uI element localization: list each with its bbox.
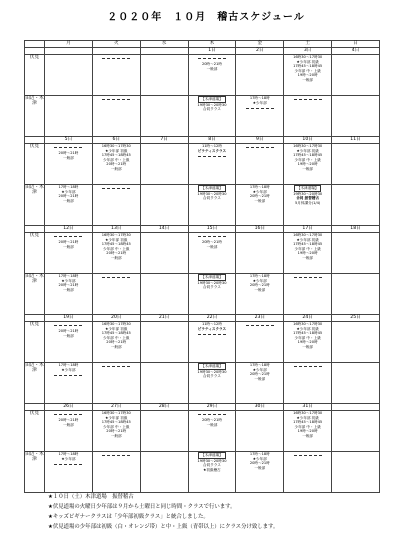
day-number: [92, 48, 140, 55]
schedule-line: 17時45～18時45: [101, 420, 131, 424]
schedule-line: ★初級稽古: [203, 467, 221, 472]
schedule-cell: [284, 363, 332, 404]
dashed-separator: [102, 58, 130, 59]
schedule-line: 17時～18時: [58, 274, 79, 278]
weekday-fri: 金: [236, 41, 284, 48]
location-row-fushimi: [25, 322, 380, 363]
dashed-separator: [198, 156, 226, 157]
day-number: 3日: [284, 48, 332, 55]
schedule-cell: [92, 96, 140, 137]
schedule-line: 20時～21時: [58, 283, 79, 287]
schedule-line: 20時～21時: [106, 251, 127, 255]
day-number: 10日: [284, 137, 332, 144]
day-number: 11日: [332, 137, 380, 144]
schedule-line: 20時～21時: [58, 151, 79, 155]
schedule-line: ★少年部: [61, 278, 76, 283]
schedule-cell: [140, 322, 188, 363]
schedule-cell: [140, 144, 188, 185]
day-number: 29日: [188, 404, 236, 411]
notes: [48, 492, 388, 532]
schedule-line: 合同クラス: [203, 107, 221, 111]
schedule-line: 19時30～20時30: [197, 191, 227, 196]
dashed-separator: [294, 366, 322, 367]
schedule-table: [24, 40, 380, 493]
schedule-cell: [92, 144, 140, 185]
dashed-separator: [102, 99, 130, 100]
dashed-separator: [198, 58, 226, 59]
schedule-cell: [332, 144, 380, 185]
schedule-line: 17時45～18時45: [293, 331, 323, 335]
schedule-line: 一般部: [302, 255, 314, 260]
weekday-sun: 日: [332, 41, 380, 48]
schedule-line: 20時～21時: [249, 372, 270, 376]
schedule-cell: [236, 452, 284, 493]
schedule-cell: [284, 274, 332, 315]
schedule-line: ★少年部: [252, 456, 267, 461]
day-number: [332, 404, 380, 411]
schedule-line: 16時30～17時30: [293, 322, 323, 326]
day-number: 19日: [45, 315, 93, 322]
schedule-line: 20時～21時: [58, 194, 79, 198]
schedule-cell: [284, 233, 332, 274]
location-row-fushimi: [25, 411, 380, 452]
day-number: 25日: [332, 315, 380, 322]
schedule-line: 合同クラス: [203, 285, 221, 289]
dashed-separator: [102, 366, 130, 367]
schedule-cell: [45, 322, 93, 363]
schedule-line: 少年部 中・上級: [103, 424, 130, 429]
schedule-line: 17時45～18時45: [293, 153, 323, 157]
schedule-cell: [45, 144, 93, 185]
schedule-body: [25, 48, 380, 493]
location-label-tajima: 田辺・木津: [25, 363, 45, 404]
schedule-cell: [284, 96, 332, 137]
location-row-tajima: [25, 363, 380, 404]
location-row-tajima: [25, 274, 380, 315]
schedule-cell: [45, 185, 93, 226]
day-number: 16日: [236, 226, 284, 233]
dashed-separator: [246, 108, 274, 109]
schedule-cell: [140, 274, 188, 315]
schedule-line: 一般部: [63, 422, 74, 427]
location-row-fushimi: [25, 233, 380, 274]
location-label-fushimi: 伏見: [25, 55, 45, 96]
dashed-separator: [246, 147, 274, 148]
schedule-cell: [140, 55, 188, 96]
schedule-cell: [284, 185, 332, 226]
schedule-line: 20時～21時: [201, 240, 222, 244]
schedule-line: 5月休講分(1/4): [295, 200, 321, 205]
dashed-separator: [54, 147, 82, 148]
day-number: 5日: [45, 137, 93, 144]
schedule-line: ★少年部 初級: [105, 148, 128, 153]
dashed-separator: [102, 277, 130, 278]
location-label-fushimi: 伏見: [25, 322, 45, 363]
location-label-tajima: 田辺・木津: [25, 274, 45, 315]
schedule-line: 20時～21時: [58, 329, 79, 333]
schedule-line: 一般部: [206, 422, 218, 427]
schedule-line: 17時～18時: [58, 185, 79, 189]
schedule-cell: [92, 322, 140, 363]
date-row: [25, 226, 380, 233]
date-row: [25, 137, 380, 144]
day-number: 24日: [284, 315, 332, 322]
schedule-line: 【木津道場】: [198, 274, 226, 281]
dashed-separator: [54, 325, 82, 326]
location-row-fushimi: [25, 55, 380, 96]
schedule-cell: [45, 452, 93, 493]
schedule-line: 少年部 中・上級: [294, 157, 321, 162]
location-label-fushimi: 伏見: [25, 144, 45, 185]
schedule-line: 【木津道場】: [294, 185, 322, 192]
schedule-line: ★少年部 初級: [105, 415, 128, 420]
day-number: 22日: [188, 315, 236, 322]
schedule-line: 11時～12時: [201, 144, 222, 148]
dashed-separator: [294, 455, 322, 456]
schedule-line: 20時～21時: [249, 461, 270, 465]
schedule-line: 少年部 中・上級: [103, 335, 130, 340]
schedule-line: 少年部 中・上級: [294, 68, 321, 73]
schedule-cell: [92, 274, 140, 315]
date-row-corner: [25, 404, 45, 411]
schedule-line: 17時45～18時45: [293, 242, 323, 246]
schedule-line: 一般部: [110, 433, 122, 438]
schedule-cell: [236, 322, 284, 363]
day-number: 23日: [236, 315, 284, 322]
schedule-line: 19時～20時: [297, 340, 318, 344]
schedule-line: 16時30～17時30: [101, 411, 131, 415]
schedule-cell: [188, 322, 236, 363]
day-number: 1日: [188, 48, 236, 55]
schedule-line: ★少年部: [61, 456, 76, 461]
schedule-cell: [140, 185, 188, 226]
location-row-fushimi: [25, 144, 380, 185]
schedule-line: 19時30～20時30: [197, 280, 227, 285]
schedule-line: 一般部: [110, 344, 122, 349]
day-number: 4日: [332, 48, 380, 55]
location-row-tajima: [25, 96, 380, 137]
schedule-line: ★少年部: [252, 367, 267, 372]
schedule-line: 一般部: [254, 287, 266, 292]
day-number: 20日: [92, 315, 140, 322]
schedule-cell: [45, 55, 93, 96]
schedule-cell: [92, 185, 140, 226]
day-number: 8日: [188, 137, 236, 144]
schedule-line: 少年部 中・上級: [294, 424, 321, 429]
schedule-cell: [332, 411, 380, 452]
schedule-cell: [284, 55, 332, 96]
schedule-line: ★少年部 初級: [296, 326, 319, 331]
schedule-cell: [188, 185, 236, 226]
corner-cell: [25, 41, 45, 48]
weekday-wed: 水: [140, 41, 188, 48]
day-number: 18日: [332, 226, 380, 233]
date-row-corner: [25, 48, 45, 55]
schedule-line: 一般部: [63, 155, 74, 160]
schedule-line: 少年部 中・上級: [294, 246, 321, 251]
schedule-cell: [236, 185, 284, 226]
date-row-corner: [25, 315, 45, 322]
day-number: 13日: [92, 226, 140, 233]
schedule-cell: [188, 144, 236, 185]
location-label-tajima: 田辺・木津: [25, 96, 45, 137]
schedule-cell: [284, 144, 332, 185]
schedule-line: 20時～21時: [106, 340, 127, 344]
location-label-tajima: 田辺・木津: [25, 452, 45, 493]
schedule-line: ★少年部 初級: [105, 237, 128, 242]
schedule-line: 一般部: [63, 287, 74, 292]
schedule-line: 16時30～17時30: [293, 411, 323, 415]
schedule-line: 少年部 中・上級: [103, 157, 130, 162]
schedule-cell: [332, 274, 380, 315]
dashed-separator: [54, 236, 82, 237]
schedule-cell: [284, 452, 332, 493]
dashed-separator: [246, 325, 274, 326]
day-number: 31日: [284, 404, 332, 411]
schedule-cell: [140, 452, 188, 493]
schedule-line: 16時30～17時30: [293, 233, 323, 237]
schedule-line: 一般部: [254, 465, 266, 470]
schedule-cell: [236, 274, 284, 315]
schedule-line: ★少年部: [252, 100, 267, 105]
schedule-line: 一般部: [63, 333, 74, 338]
dashed-separator: [102, 188, 130, 189]
schedule-cell: [236, 363, 284, 404]
schedule-cell: [332, 452, 380, 493]
schedule-line: 11時～12時: [201, 322, 222, 326]
day-number: 14日: [140, 226, 188, 233]
date-row-corner: [25, 226, 45, 233]
schedule-line: ★少年部: [61, 189, 76, 194]
schedule-cell: [92, 411, 140, 452]
schedule-line: ★少年部 初級: [296, 237, 319, 242]
dashed-separator: [198, 414, 226, 415]
schedule-line: ★少年部 初級: [296, 415, 319, 420]
schedule-cell: [188, 452, 236, 493]
schedule-cell: [45, 233, 93, 274]
day-number: 15日: [188, 226, 236, 233]
schedule-line: 19時～20時: [297, 73, 318, 77]
schedule-cell: [236, 411, 284, 452]
schedule-line: 【木津道場】: [198, 452, 226, 459]
schedule-line: 一般部: [302, 344, 314, 349]
schedule-line: 17時～18時: [58, 363, 79, 367]
dashed-separator: [102, 455, 130, 456]
day-number: [140, 48, 188, 55]
schedule-cell: [92, 452, 140, 493]
schedule-line: 17時45～18時45: [101, 242, 131, 246]
dashed-separator: [54, 464, 82, 465]
schedule-line: 20時～21時: [106, 429, 127, 433]
schedule-cell: [332, 185, 380, 226]
schedule-line: 一般部: [254, 376, 266, 381]
dashed-separator: [198, 334, 226, 335]
date-row-corner: [25, 137, 45, 144]
schedule-cell: [188, 55, 236, 96]
schedule-line: 【木津道場】: [198, 96, 226, 103]
schedule-line: 【木津道場】: [198, 185, 226, 192]
schedule-line: ★少年部: [252, 189, 267, 194]
schedule-cell: [236, 55, 284, 96]
schedule-line: 20時～21時: [58, 418, 79, 422]
dashed-separator: [294, 277, 322, 278]
schedule-line: 17時～18時: [249, 452, 270, 456]
schedule-line: ★少年部: [61, 367, 76, 372]
day-number: 27日: [92, 404, 140, 411]
schedule-line: ピラティスクラス: [197, 148, 227, 153]
schedule-line: 19時30～20時30: [293, 191, 323, 196]
schedule-line: 16時30～17時30: [293, 55, 323, 59]
schedule-line: 19時～20時: [297, 162, 318, 166]
note-line: ★１０日（土）木津道場 振替稽古: [48, 494, 134, 500]
dashed-separator: [54, 375, 82, 376]
schedule-line: 17時45～18時45: [101, 153, 131, 157]
schedule-cell: [140, 363, 188, 404]
note-line: ★キッズビギナークラスは「少年部初級クラス」と統合しました。: [48, 514, 209, 520]
schedule-line: ★少年部 初級: [296, 59, 319, 64]
schedule-cell: [332, 55, 380, 96]
schedule-cell: [188, 274, 236, 315]
schedule-cell: [140, 96, 188, 137]
location-row-tajima: [25, 185, 380, 226]
day-number: 12日: [45, 226, 93, 233]
location-label-fushimi: 伏見: [25, 233, 45, 274]
schedule-line: 20時～21時: [249, 283, 270, 287]
schedule-line: 17時45～18時45: [101, 331, 131, 335]
day-number: 26日: [45, 404, 93, 411]
schedule-line: 19時30～20時30: [197, 458, 227, 463]
schedule-line: 合同クラス: [203, 374, 221, 378]
schedule-cell: [284, 411, 332, 452]
schedule-cell: [45, 274, 93, 315]
schedule-line: 19時30～20時30: [197, 102, 227, 107]
schedule-cell: [92, 363, 140, 404]
schedule-line: 17時～18時: [249, 185, 270, 189]
note-line: ★伏見道場の火曜日少年部は９月から土曜日と同じ時間・クラスで行います。: [48, 504, 236, 510]
date-row: [25, 404, 380, 411]
schedule-cell: [332, 322, 380, 363]
schedule-line: 17時～18時: [249, 274, 270, 278]
day-number: 6日: [92, 137, 140, 144]
schedule-cell: [188, 363, 236, 404]
schedule-cell: [188, 96, 236, 137]
schedule-cell: [236, 233, 284, 274]
schedule-cell: [92, 55, 140, 96]
note-line: ★伏見道場の少年部は初級（白・オレンジ帯）と中・上級（青帯以上）にクラス分け致します。: [48, 524, 279, 530]
schedule-line: 一般部: [110, 255, 122, 260]
schedule-line: ★少年部 初級: [296, 148, 319, 153]
schedule-line: 20時～21時: [58, 240, 79, 244]
schedule-cell: [284, 322, 332, 363]
schedule-cell: [332, 233, 380, 274]
schedule-cell: [45, 411, 93, 452]
schedule-line: 少年部 中・上級: [294, 335, 321, 340]
schedule-line: ピラティスクラス: [197, 326, 227, 331]
schedule-line: 19時～20時: [297, 429, 318, 433]
location-row-tajima: [25, 452, 380, 493]
schedule-cell: [92, 233, 140, 274]
day-number: [45, 48, 93, 55]
schedule-line: 一般部: [254, 198, 266, 203]
dashed-separator: [198, 236, 226, 237]
schedule-line: 16時30～17時30: [293, 144, 323, 148]
weekday-sat: 土: [284, 41, 332, 48]
schedule-line: 一般部: [302, 166, 314, 171]
date-row: [25, 315, 380, 322]
schedule-line: 一般部: [63, 198, 74, 203]
day-number: 9日: [236, 137, 284, 144]
schedule-line: 一般部: [206, 244, 218, 249]
date-row: [25, 48, 380, 55]
schedule-cell: [332, 363, 380, 404]
dashed-separator: [294, 99, 322, 100]
schedule-line: 17時45～18時45: [293, 420, 323, 424]
day-number: 7日: [140, 137, 188, 144]
schedule-line: 17時～18時: [249, 363, 270, 367]
schedule-cell: [45, 96, 93, 137]
page-title: ２０２０年 １０月 稽古スケジュール: [107, 12, 305, 23]
schedule-line: 16時30～17時30: [101, 144, 131, 148]
day-number: 30日: [236, 404, 284, 411]
schedule-line: ★少年部: [252, 278, 267, 283]
weekday-mon: 月: [45, 41, 93, 48]
schedule-line: 20時～21時: [201, 418, 222, 422]
schedule-line: 合同クラス: [203, 463, 221, 467]
schedule-line: 20時～21時: [201, 62, 222, 66]
dashed-separator: [54, 414, 82, 415]
schedule-line: ★少年部 初級: [105, 326, 128, 331]
schedule-cell: [236, 144, 284, 185]
schedule-cell: [236, 96, 284, 137]
schedule-line: 16時30～17時30: [101, 322, 131, 326]
day-number: 2日: [236, 48, 284, 55]
weekday-tue: 火: [92, 41, 140, 48]
day-number: 17日: [284, 226, 332, 233]
schedule-cell: [188, 411, 236, 452]
schedule-cell: [140, 411, 188, 452]
schedule-line: 20時～21時: [106, 162, 127, 166]
schedule-line: 一般部: [206, 66, 218, 71]
schedule-cell: [188, 233, 236, 274]
schedule-line: 合同 振替稽古: [296, 196, 320, 200]
location-label-tajima: 田辺・木津: [25, 185, 45, 226]
schedule-line: 一般部: [110, 166, 122, 171]
schedule-line: 16時30～17時30: [101, 233, 131, 237]
schedule-line: 一般部: [63, 244, 74, 249]
schedule-line: 20時～21時: [249, 194, 270, 198]
schedule-line: 19時～20時: [297, 251, 318, 255]
schedule-line: 一般部: [302, 77, 314, 82]
schedule-line: 17時～18時: [249, 96, 270, 100]
schedule-line: 少年部 中・上級: [103, 246, 130, 251]
schedule-line: 17時45～18時45: [293, 64, 323, 68]
schedule-cell: [140, 233, 188, 274]
schedule-line: 19時30～20時30: [197, 369, 227, 374]
day-number: 28日: [140, 404, 188, 411]
schedule-line: 17時～18時: [58, 452, 79, 456]
schedule-cell: [45, 363, 93, 404]
schedule-line: 一般部: [302, 433, 314, 438]
schedule-cell: [332, 96, 380, 137]
location-label-fushimi: 伏見: [25, 411, 45, 452]
schedule-line: 合同クラス: [203, 196, 221, 200]
weekday-header-row: [25, 41, 380, 48]
schedule-line: 【木津道場】: [198, 363, 226, 370]
day-number: 21日: [140, 315, 188, 322]
weekday-thu: 木: [188, 41, 236, 48]
